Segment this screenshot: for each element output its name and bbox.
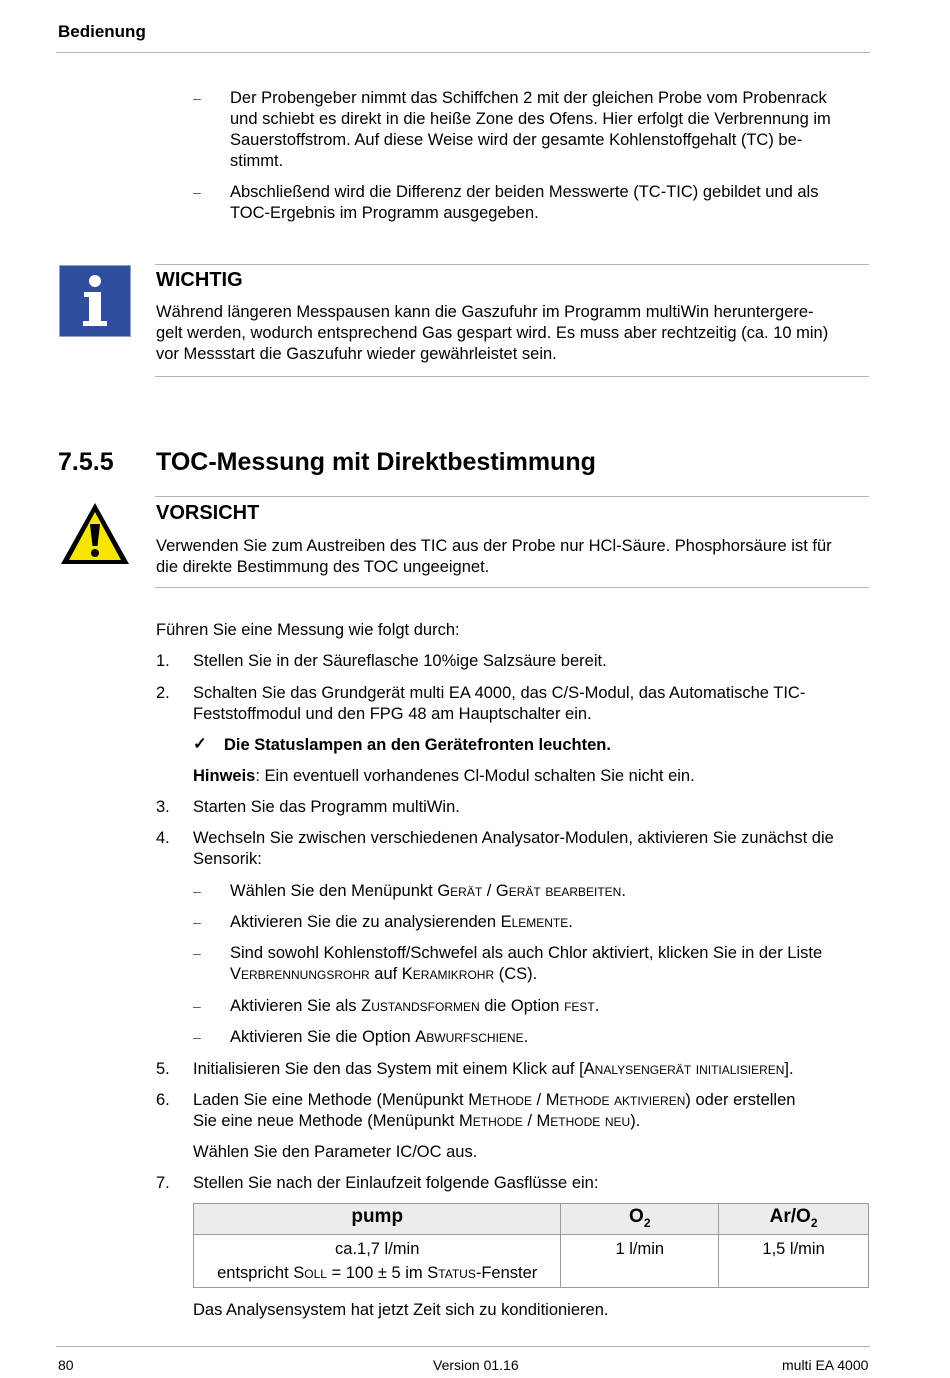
bullet-dash: – xyxy=(193,1029,201,1045)
bullet-dash: – xyxy=(193,883,201,899)
step-4-sub-5: Aktivieren Sie die Option Abwurfschiene. xyxy=(230,1028,529,1046)
header-divider xyxy=(56,52,870,53)
hint-text: : Ein eventuell vorhandenes Cl-Modul schalten Sie nicht ein. xyxy=(255,767,695,785)
text-line: Sensorik: xyxy=(193,850,262,868)
section-title: TOC-Messung mit Direktbestimmung xyxy=(156,448,596,476)
footer-divider xyxy=(56,1346,870,1347)
cell-ar-o2: 1,5 l/min xyxy=(719,1235,869,1288)
version-label: Version 01.16 xyxy=(433,1357,519,1373)
bullet-dash: – xyxy=(193,90,201,106)
step-4-sub-2: Aktivieren Sie die zu analysierenden Elemente. xyxy=(230,913,573,931)
step-number: 4. xyxy=(156,829,170,847)
step-4-sub-4: Aktivieren Sie als Zustandsformen die Option fest. xyxy=(230,997,600,1015)
step-2-text xyxy=(193,683,873,725)
important-title: WICHTIG xyxy=(156,269,243,291)
header-o2: $O_2$ xyxy=(561,1204,719,1235)
caution-top-divider xyxy=(155,496,869,497)
check-mark-icon: ✓ xyxy=(193,735,207,753)
bullet-dash: – xyxy=(193,998,201,1014)
page-number: 80 xyxy=(58,1357,74,1373)
text-line: Während längeren Messpausen kann die Gaszufuhr im Programm multiWin heruntergere- xyxy=(156,303,814,321)
bullet-dash: – xyxy=(193,914,201,930)
text-line: stimmt. xyxy=(230,152,284,170)
note-bottom-divider xyxy=(155,376,869,377)
step-number: 7. xyxy=(156,1174,170,1192)
step-number: 2. xyxy=(156,684,170,702)
text-line: Feststoffmodul und den FPG 48 am Hauptschalter ein. xyxy=(193,705,592,723)
step-6-extra: Wählen Sie den Parameter IC/OC aus. xyxy=(193,1143,478,1161)
table-row xyxy=(194,1235,869,1288)
step-number: 6. xyxy=(156,1091,170,1109)
step-number: 3. xyxy=(156,798,170,816)
text-line: Verbrennungsrohr auf Keramikrohr (CS). xyxy=(230,965,538,983)
caution-text xyxy=(156,536,871,578)
info-icon xyxy=(60,266,130,336)
text-line: und schiebt es direkt in die heiße Zone des Ofens. Hier erfolgt die Verbrennung im xyxy=(230,110,831,128)
header-ar-o2: $Ar/O_2$ xyxy=(719,1204,869,1235)
step-3-text: Starten Sie das Programm multiWin. xyxy=(193,798,460,816)
step-4-sub-3 xyxy=(230,943,870,985)
step-6-text xyxy=(193,1090,873,1132)
text-line: Laden Sie eine Methode (Menüpunkt Methode / Methode aktivieren) oder erstellen xyxy=(193,1091,796,1109)
step-2-hint xyxy=(193,766,695,787)
step-5-text: Initialisieren Sie den das System mit einem Klick auf [Analysengerät initialisieren]. xyxy=(193,1060,794,1078)
step-1-text: Stellen Sie in der Säureflasche 10%ige Salzsäure bereit. xyxy=(193,652,607,670)
step-number: 5. xyxy=(156,1060,170,1078)
bullet-dash: – xyxy=(193,945,201,961)
text-line: ca.1,7 l/min xyxy=(335,1240,420,1258)
closing-text: Das Analysensystem hat jetzt Zeit sich zu konditionieren. xyxy=(193,1301,609,1319)
page-header-title: Bedienung xyxy=(58,22,146,41)
product-name: multi EA 4000 xyxy=(782,1357,869,1373)
intro-bullet-1 xyxy=(230,88,870,172)
text-line: entspricht Soll = 100 ± 5 im Status-Fenster xyxy=(217,1264,538,1282)
text-line: gelt werden, wodurch entsprechend Gas gespart wird. Es muss aber rechtzeitig (ca. 10 min) xyxy=(156,324,829,342)
procedure-intro: Führen Sie eine Messung wie folgt durch: xyxy=(156,621,460,639)
caution-bottom-divider xyxy=(155,587,869,588)
caution-title: VORSICHT xyxy=(156,502,260,524)
step-number: 1. xyxy=(156,652,170,670)
gas-flow-table xyxy=(193,1203,869,1288)
important-text xyxy=(156,302,871,365)
hint-label: Hinweis xyxy=(193,767,256,785)
text-line: Verwenden Sie zum Austreiben des TIC aus der Probe nur HCl-Säure. Phosphorsäure ist für xyxy=(156,537,832,555)
cell-pump xyxy=(194,1235,561,1288)
step-4-sub-1: Wählen Sie den Menüpunkt Gerät / Gerät bearbeiten. xyxy=(230,882,626,900)
text-line: Wechseln Sie zwischen verschiedenen Analysator-Modulen, aktivieren Sie zunächst die xyxy=(193,829,834,847)
text-line: Sind sowohl Kohlenstoff/Schwefel als auch Chlor aktiviert, klicken Sie in der Liste xyxy=(230,944,823,962)
text-line: Sauerstoffstrom. Auf diese Weise wird der gesamte Kohlenstoffgehalt (TC) be- xyxy=(230,131,803,149)
header-pump: pump xyxy=(194,1204,561,1235)
text-line: vor Messstart die Gaszufuhr wieder gewährleistet sein. xyxy=(156,345,557,363)
step-2-result: Die Statuslampen an den Gerätefronten leuchten. xyxy=(224,736,611,754)
text-line: Sie eine neue Methode (Menüpunkt Methode / Methode neu). xyxy=(193,1112,641,1130)
section-number: 7.5.5 xyxy=(58,448,114,476)
text-line: die direkte Bestimmung des TOC ungeeignet. xyxy=(156,558,490,576)
text-line: TOC-Ergebnis im Programm ausgegeben. xyxy=(230,204,539,222)
step-7-text: Stellen Sie nach der Einlaufzeit folgende Gasflüsse ein: xyxy=(193,1174,599,1192)
warning-icon xyxy=(58,500,132,568)
table-header-row xyxy=(194,1204,869,1235)
bullet-dash: – xyxy=(193,184,201,200)
text-line: Der Probengeber nimmt das Schiffchen 2 mit der gleichen Probe vom Probenrack xyxy=(230,89,827,107)
text-line: Schalten Sie das Grundgerät multi EA 4000, das C/S-Modul, das Automatische TIC- xyxy=(193,684,806,702)
step-4-text xyxy=(193,828,873,870)
cell-o2: 1 l/min xyxy=(561,1235,719,1288)
note-top-divider xyxy=(155,264,869,265)
intro-bullet-2 xyxy=(230,182,870,224)
text-line: Abschließend wird die Differenz der beiden Messwerte (TC-TIC) gebildet und als xyxy=(230,183,819,201)
